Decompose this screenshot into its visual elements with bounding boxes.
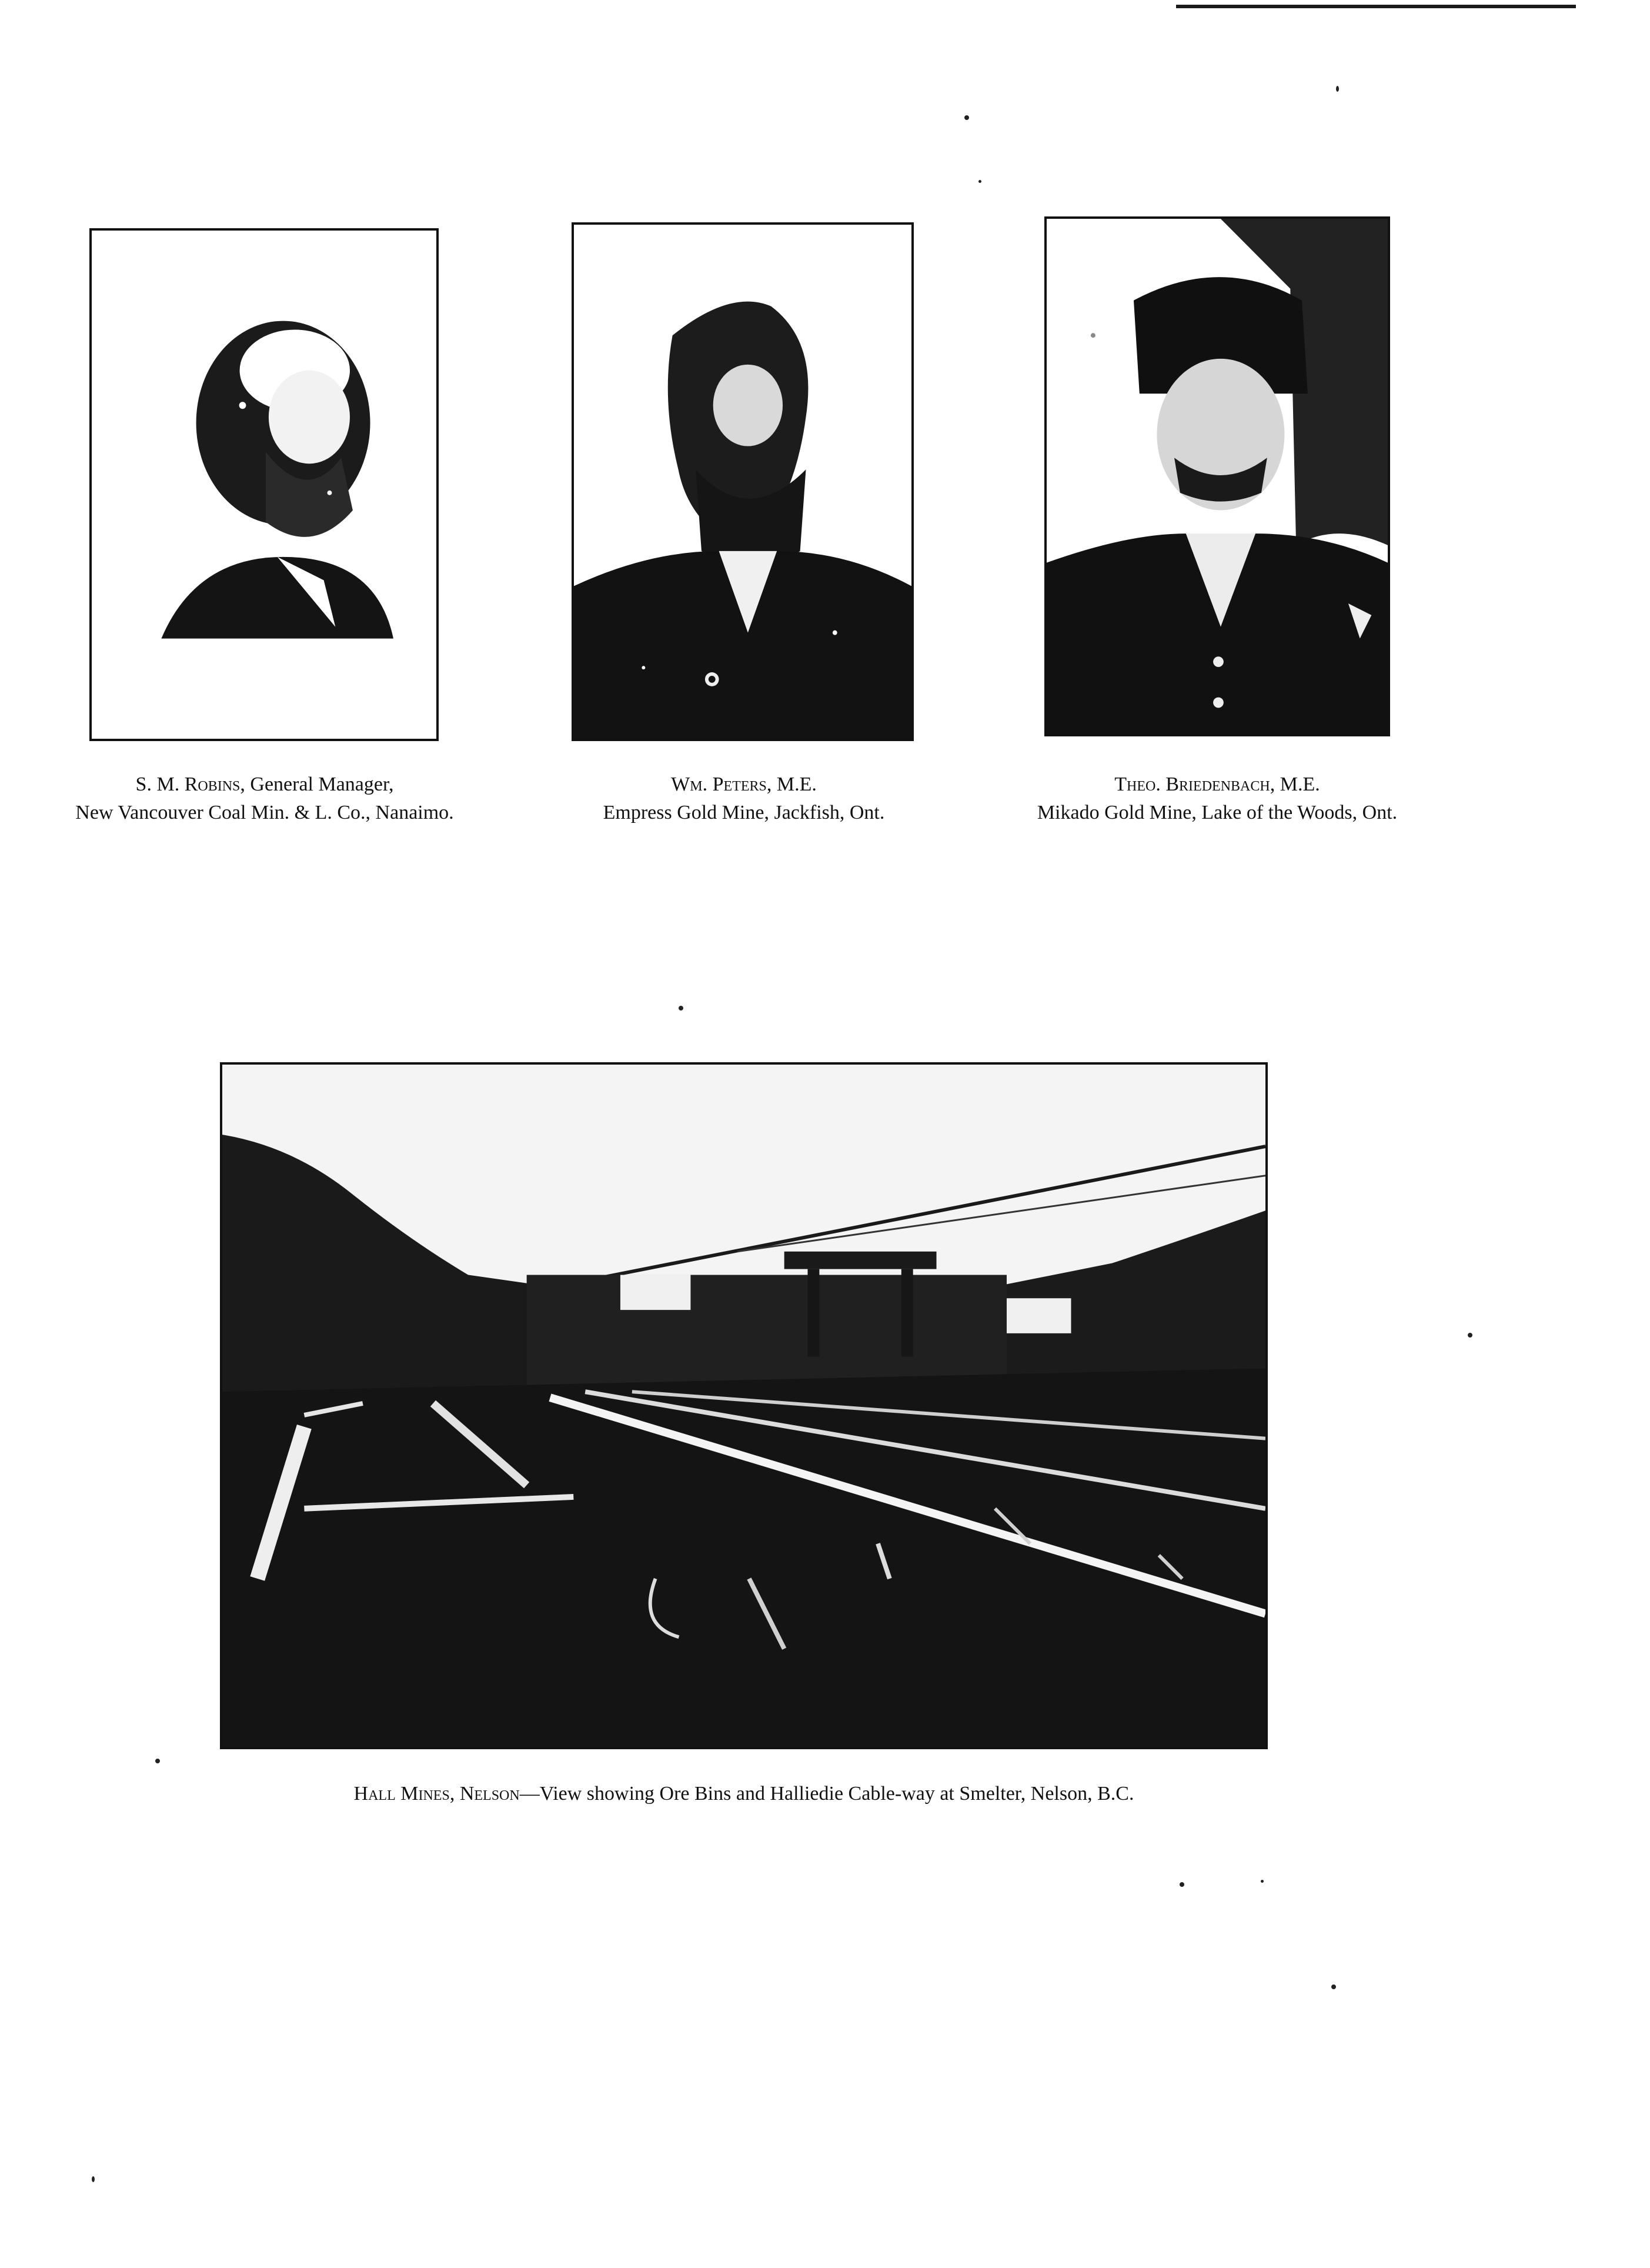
portrait-caption-briedenbach (976, 771, 1458, 827)
portrait-name: Wm. Peters, (671, 773, 772, 795)
portrait-photo-briedenbach (1044, 216, 1390, 736)
print-speck (1180, 1882, 1184, 1887)
portrait-man-with-fur-hat-icon (1047, 219, 1388, 734)
portrait-bald-bearded-man-icon (92, 231, 436, 739)
portrait-name: S. M. Robins, (135, 773, 245, 795)
print-speck (92, 2176, 95, 2182)
portrait-title: General Manager, (245, 773, 394, 795)
landscape-photo-ore-bins (220, 1062, 1268, 1749)
print-speck (964, 115, 969, 120)
print-speck (155, 1759, 160, 1763)
landscape-caption-text: —View showing Ore Bins and Halliedie Cable-way at Smelter, Nelson, B.C. (519, 1783, 1134, 1805)
portrait-bearded-man-icon (574, 225, 911, 739)
print-speck (1331, 1984, 1336, 1989)
portrait-photo-peters (572, 222, 914, 741)
print-speck (978, 180, 981, 183)
photo-ore-bins-cableway-icon (222, 1065, 1265, 1747)
print-speck (679, 1006, 683, 1010)
portrait-affiliation: New Vancouver Coal Min. & L. Co., Nanaimo. (75, 802, 454, 823)
print-speck (1336, 86, 1339, 92)
portrait-affiliation: Empress Gold Mine, Jackfish, Ont. (603, 802, 885, 823)
landscape-caption (220, 1780, 1268, 1808)
print-speck (1468, 1333, 1472, 1338)
portrait-photo-robins (89, 228, 439, 741)
portrait-caption-robins (24, 771, 506, 827)
portrait-name: Theo. Briedenbach, (1114, 773, 1275, 795)
portrait-title: M.E. (771, 773, 817, 795)
portrait-caption-peters (529, 771, 958, 827)
portrait-title: M.E. (1275, 773, 1320, 795)
top-rule (1176, 5, 1576, 8)
portrait-affiliation: Mikado Gold Mine, Lake of the Woods, Ont. (1037, 802, 1398, 823)
print-speck (1261, 1880, 1264, 1883)
landscape-caption-name: Hall Mines, Nelson (353, 1783, 520, 1805)
